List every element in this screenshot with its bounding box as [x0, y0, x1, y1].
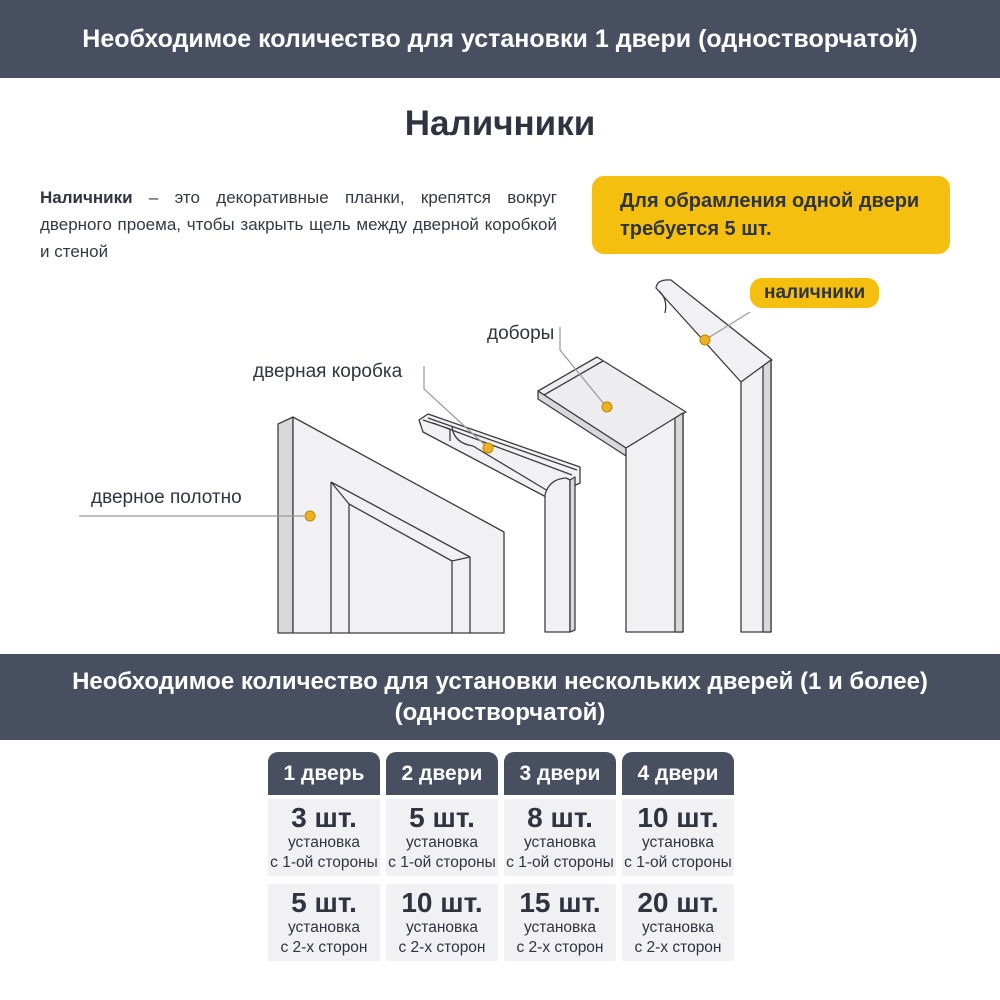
- quantity-note: с 2-х сторон: [516, 938, 604, 956]
- quantity-value: 10 шт.: [637, 801, 719, 833]
- table-cell: [622, 799, 734, 876]
- door-components-diagram: [0, 260, 1000, 655]
- trims-dot: [700, 335, 710, 345]
- quantity-note: установка: [287, 833, 361, 851]
- top-banner-text: Необходимое количество для установки 1 двери (одностворчатой): [82, 24, 918, 53]
- table-cell: [386, 884, 498, 961]
- quantity-note: с 2-х сторон: [634, 938, 722, 956]
- label-trims-badge: наличники: [750, 278, 879, 308]
- table-cell: [622, 884, 734, 961]
- quantity-note: установка: [523, 918, 597, 936]
- quantity-value: 3 шт.: [291, 801, 357, 833]
- quantity-note: с 2-х сторон: [398, 938, 486, 956]
- quantity-note: установка: [405, 918, 479, 936]
- label-door-frame: дверная коробка: [253, 361, 403, 382]
- table-cell: [504, 884, 616, 961]
- quantity-note: с 1-ой стороны: [388, 853, 496, 871]
- description-rest: – это декоративные планки, крепятся вокруг дверного проема, чтобы закрыть щель между дверной коробкой и стеной: [40, 188, 557, 261]
- highlight-callout: [592, 176, 950, 254]
- column-header: 4 двери: [622, 752, 734, 795]
- table-cell: [268, 884, 380, 961]
- bottom-banner-line1: Необходимое количество для установки нескольких дверей (1 и более): [72, 668, 928, 695]
- table-column-1-door: [268, 752, 380, 961]
- quantity-note: с 1-ой стороны: [506, 853, 614, 871]
- door-leaf-dot: [305, 511, 315, 521]
- quantity-note: установка: [405, 833, 479, 851]
- quantity-note: с 1-ой стороны: [624, 853, 732, 871]
- column-header: 3 двери: [504, 752, 616, 795]
- quantity-value: 5 шт.: [409, 801, 475, 833]
- quantity-value: 20 шт.: [637, 886, 719, 918]
- column-header: 1 дверь: [268, 752, 380, 795]
- description-lead: Наличники: [40, 188, 133, 207]
- quantity-table: [268, 752, 734, 961]
- quantity-note: с 2-х сторон: [280, 938, 368, 956]
- table-cell: [386, 799, 498, 876]
- label-extensions: доборы: [487, 323, 555, 344]
- quantity-value: 5 шт.: [291, 886, 357, 918]
- quantity-note: установка: [287, 918, 361, 936]
- table-cell: [504, 799, 616, 876]
- quantity-note: с 1-ой стороны: [270, 853, 378, 871]
- highlight-text: Для обрамления одной двери требуется 5 шт.: [620, 190, 920, 240]
- bottom-banner: [0, 654, 1000, 740]
- quantity-value: 10 шт.: [401, 886, 483, 918]
- table-column-3-doors: [504, 752, 616, 961]
- top-banner: [0, 0, 1000, 78]
- quantity-note: установка: [641, 833, 715, 851]
- label-door-leaf: дверное полотно: [91, 487, 242, 508]
- bottom-banner-line2: (одностворчатой): [394, 699, 606, 726]
- door-frame-dot: [483, 443, 493, 453]
- column-header: 2 двери: [386, 752, 498, 795]
- quantity-note: установка: [523, 833, 597, 851]
- quantity-note: установка: [641, 918, 715, 936]
- table-column-2-doors: [386, 752, 498, 961]
- table-column-4-doors: [622, 752, 734, 961]
- page-title: Наличники: [404, 104, 596, 143]
- quantity-value: 8 шт.: [527, 801, 593, 833]
- quantity-value: 15 шт.: [519, 886, 601, 918]
- table-cell: [268, 799, 380, 876]
- extensions-dot: [602, 402, 612, 412]
- description-paragraph: [40, 184, 557, 265]
